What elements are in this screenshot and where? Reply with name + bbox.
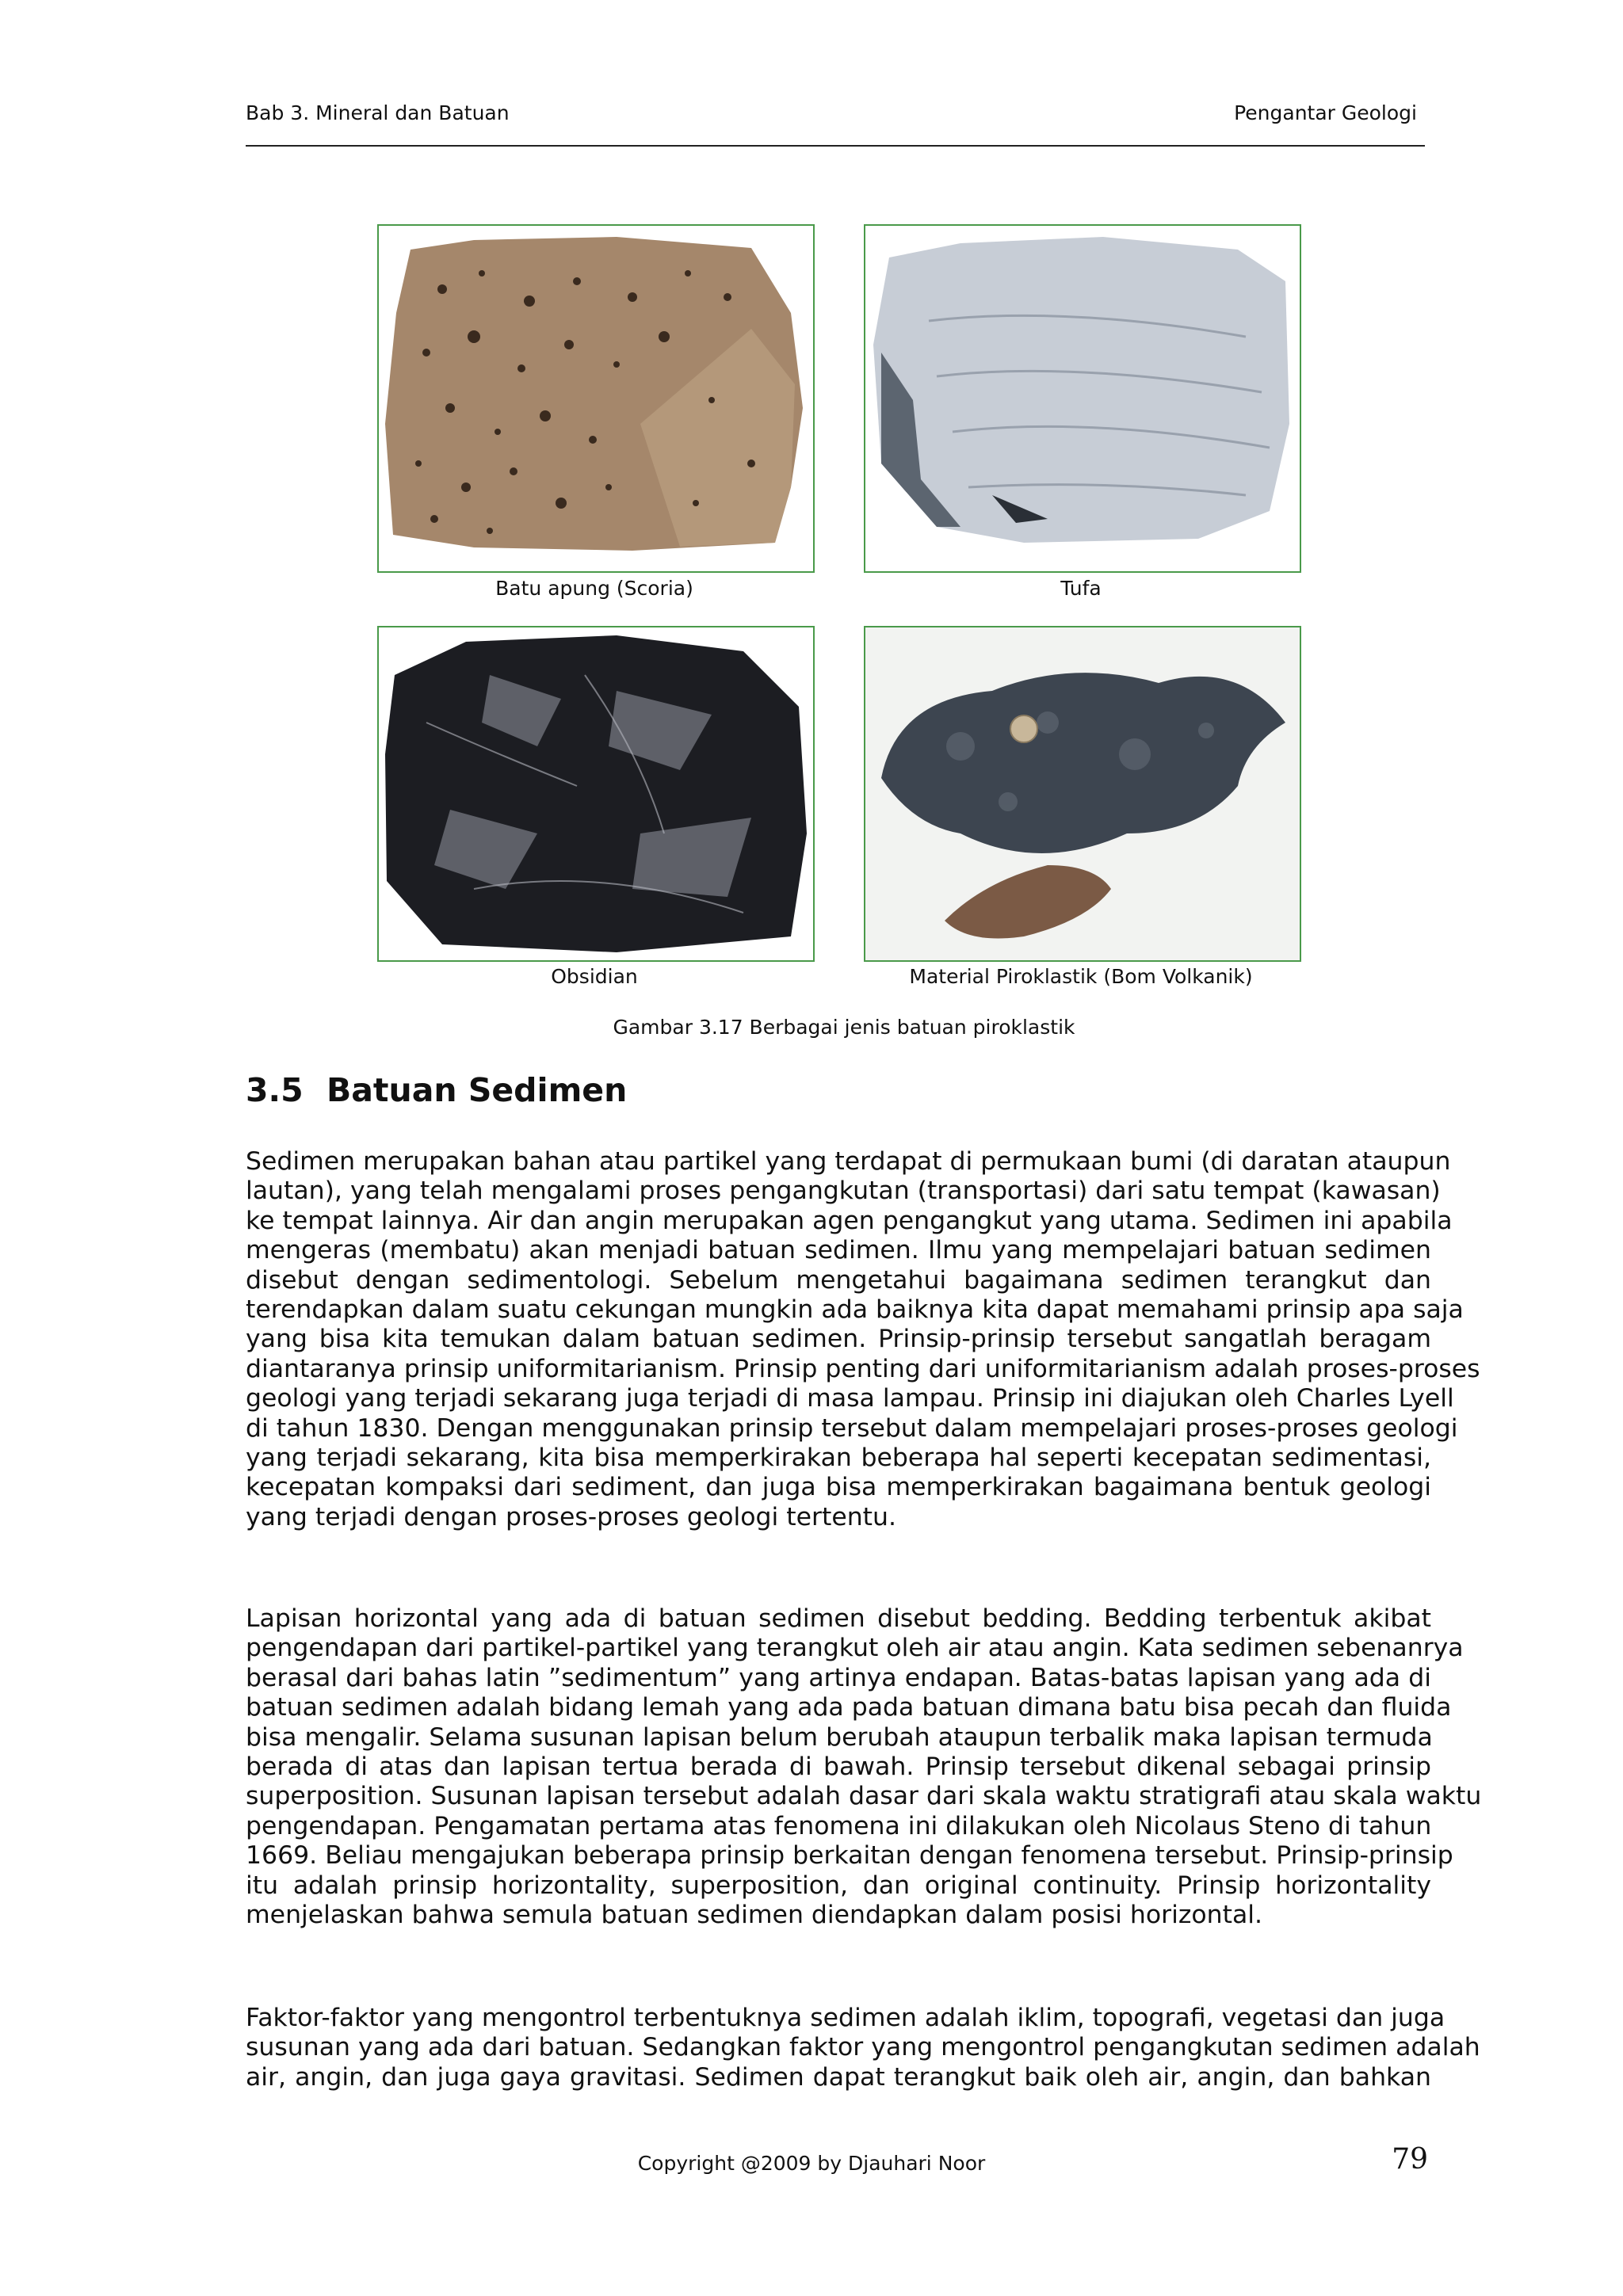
caption-volcanic-bomb: Material Piroklastik (Bom Volkanik) [909, 965, 1253, 988]
obsidian-photo [377, 626, 815, 962]
paragraph-line: mengeras (membatu) akan menjadi batuan sedimen. Ilmu yang mempelajari batuan sedimen [246, 1236, 1431, 1265]
figure-caption: Gambar 3.17 Berbagai jenis batuan piroklastik [613, 1016, 1075, 1039]
paragraph-line: Lapisan horizontal yang ada di batuan sedimen disebut bedding. Bedding terbentuk akibat [246, 1604, 1431, 1633]
caption-scoria: Batu apung (Scoria) [495, 577, 693, 600]
tufa-photo [864, 224, 1301, 573]
running-header-chapter: Bab 3. Mineral dan Batuan [246, 101, 510, 124]
paragraph-line: ke tempat lainnya. Air dan angin merupakan agen pengangkut yang utama. Sedimen ini apabila [246, 1206, 1453, 1235]
header-divider [246, 145, 1425, 147]
paragraph-line: batuan sedimen adalah bidang lemah yang ada pada batuan dimana batu bisa pecah dan fluida [246, 1693, 1452, 1722]
paragraph-line: bisa mengalir. Selama susunan lapisan belum berubah ataupun terbalik maka lapisan termuda [246, 1722, 1433, 1752]
paragraph-line: 1669. Beliau mengajukan beberapa prinsip berkaitan dengan fenomena tersebut. Prinsip-prinsip [246, 1841, 1453, 1871]
paragraph-line: disebut dengan sedimentologi. Sebelum mengetahui bagaimana sedimen terangkut dan [246, 1265, 1431, 1295]
paragraph-1 [246, 1147, 1480, 1532]
section-number: 3.5 [246, 1071, 304, 1109]
paragraph-line: Faktor-faktor yang mengontrol terbentuknya sedimen adalah iklim, topografi, vegetasi dan juga [246, 2004, 1445, 2032]
caption-obsidian: Obsidian [551, 965, 638, 988]
paragraph-line: yang bisa kita temukan dalam batuan sedimen. Prinsip-prinsip tersebut sangatlah beragam [246, 1325, 1431, 1354]
paragraph-line: menjelaskan bahwa semula batuan sedimen diendapkan dalam posisi horizontal. [246, 1901, 1263, 1930]
paragraph-line: terendapkan dalam suatu cekungan mungkin ada baiknya kita dapat memahami prinsip apa saja [246, 1295, 1464, 1325]
paragraph-line: yang terjadi dengan proses-proses geologi tertentu. [246, 1502, 896, 1531]
scoria-photo [377, 224, 815, 573]
paragraph-line: yang terjadi sekarang, kita bisa memperkirakan beberapa hal seperti kecepatan sedimentasi, [246, 1444, 1431, 1473]
paragraph-line: pengendapan. Pengamatan pertama atas fenomena ini dilakukan oleh Nicolaus Steno di tahun [246, 1811, 1432, 1840]
paragraph-line: berasal dari bahas latin ”sedimentum” yang artinya endapan. Batas-batas lapisan yang ada di [246, 1663, 1431, 1692]
paragraph-line: itu adalah prinsip horizontality, superposition, dan original continuity. Prinsip horizontality [246, 1871, 1431, 1900]
paragraph-line: air, angin, dan juga gaya gravitasi. Sedimen dapat terangkut baik oleh air, angin, dan bahkan [246, 2062, 1431, 2092]
volcanic-bomb-photo [864, 626, 1301, 962]
paragraph-line: susunan yang ada dari batuan. Sedangkan faktor yang mengontrol pengangkutan sedimen adalah [246, 2033, 1480, 2062]
paragraph-3 [246, 2004, 1480, 2092]
paragraph-line: berada di atas dan lapisan tertua berada di bawah. Prinsip tersebut dikenal sebagai prinsip [246, 1753, 1431, 1782]
page-number: 79 [1392, 2143, 1428, 2176]
footer-copyright: Copyright @2009 by Djauhari Noor [637, 2152, 986, 2175]
paragraph-line: pengendapan dari partikel-partikel yang terangkut oleh air atau angin. Kata sedimen sebenanrya [246, 1634, 1464, 1663]
paragraph-line: kecepatan kompaksi dari sediment, dan juga bisa memperkirakan bagaimana bentuk geologi [246, 1473, 1431, 1502]
running-header-book-title: Pengantar Geologi [1234, 101, 1417, 124]
paragraph-line: di tahun 1830. Dengan menggunakan prinsip tersebut dalam mempelajari proses-proses geologi [246, 1413, 1458, 1443]
paragraph-line: Sedimen merupakan bahan atau partikel yang terdapat di permukaan bumi (di daratan ataupun [246, 1147, 1451, 1176]
paragraph-line: lautan), yang telah mengalami proses pengangkutan (transportasi) dari satu tempat (kawasan) [246, 1177, 1441, 1206]
section-title: Batuan Sedimen [327, 1071, 628, 1109]
paragraph-line: diantaranya prinsip uniformitarianism. Prinsip penting dari uniformitarianism adalah proses-proses [246, 1354, 1480, 1383]
section-heading [246, 1071, 627, 1109]
caption-tufa: Tufa [1060, 577, 1102, 600]
paragraph-line: geologi yang terjadi sekarang juga terjadi di masa lampau. Prinsip ini diajukan oleh Charles Lyell [246, 1384, 1454, 1413]
paragraph-line: superposition. Susunan lapisan tersebut adalah dasar dari skala waktu stratigrafi atau skala waktu [246, 1782, 1482, 1811]
paragraph-2 [246, 1604, 1482, 1930]
